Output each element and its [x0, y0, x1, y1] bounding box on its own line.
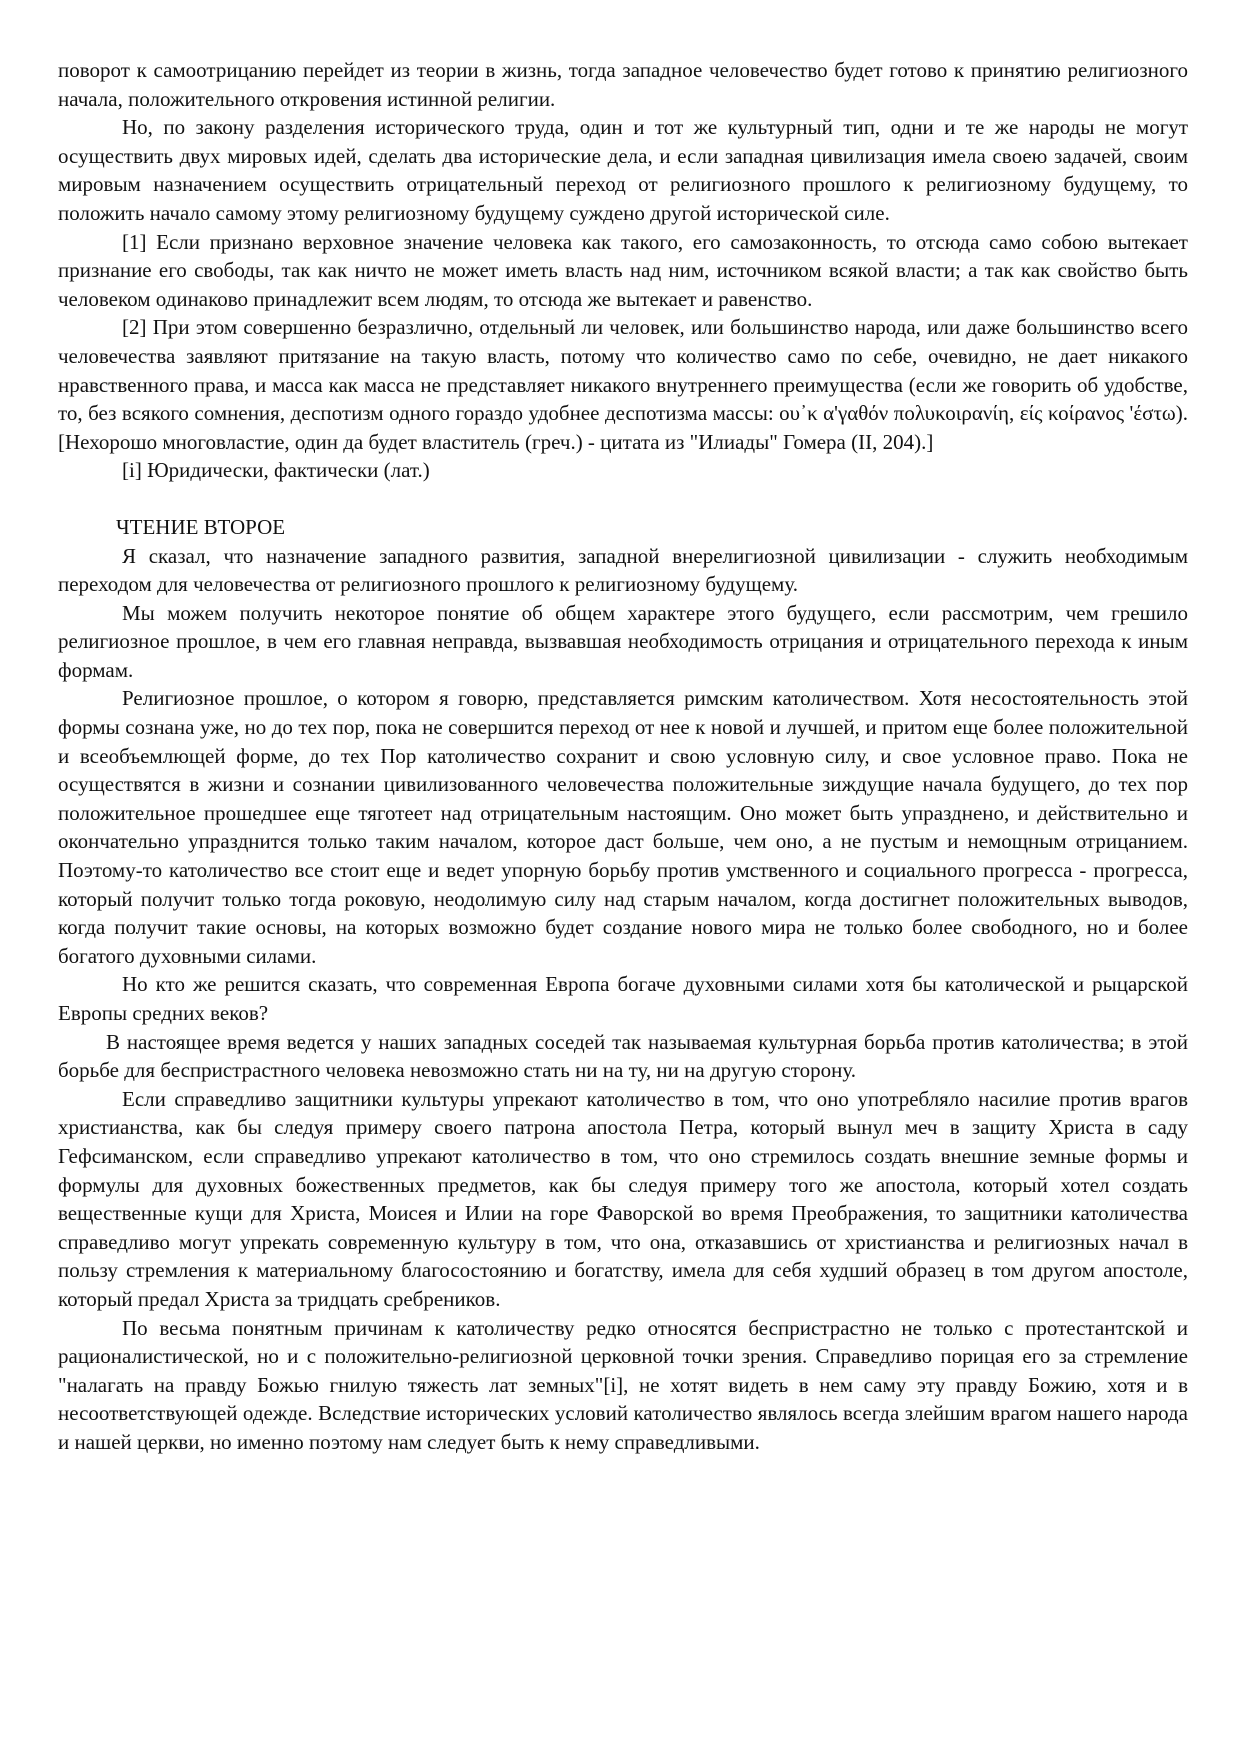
section-heading: ЧТЕНИЕ ВТОРОЕ [116, 514, 286, 539]
paragraph: Но, по закону разделения исторического труда, один и тот же культурный тип, одни и те же народы не могут осуществить двух мировых идей, сделать два исторические дела, и если западная цивилизация имела своею задачей, своим мировым назначением осуществить отрицательный переход от религиозного прошлого к религиозному будущему, то положить начало самому этому религиозному будущему суждено другой исторической силе. [58, 115, 1188, 225]
paragraph: Но кто же решится сказать, что современная Европа богаче духовными силами хотя бы католической и рыцарской Европы средних веков? [58, 972, 1188, 1025]
footnote-i: [i] Юридически, фактически (лат.) [122, 458, 430, 483]
document-page [58, 56, 1188, 1457]
section-spacer [58, 485, 1188, 513]
paragraph: Я сказал, что назначение западного развития, западной внерелигиозной цивилизации - служить необходимым переходом для человечества от религиозного прошлого к религиозному будущему. [58, 543, 1188, 597]
paragraph: По весьма понятным причинам к католичеству редко относятся беспристрастно не только с протестантской и рационалистической, но и с положительно-религиозной церковной точки зрения. Справедливо порицая его за стремление "налагать на правду Божью гнилую тяжесть лат земных"[i], не хотят видеть в нем саму эту правду Божию, хотя и в несоответствующей одежде. Вследствие исторических условий католичество являлось всегда злейшим врагом нашего народа и нашей церкви, но именно поэтому нам следует быть к нему справедливыми. [58, 1315, 1188, 1454]
footnote-2: [2] При этом совершенно безразлично, отдельный ли человек, или большинство народа, или даже большинство всего человечества заявляют притязание на такую власть, потому что количество само по себе, очевидно, не дает никакого нравственного права, и масса как масса не представляет никакого внутреннего преимущества (если же говорить об удобстве, то, без всякого сомнения, деспотизм одного гораздо удобнее деспотизма массы: ου᾽κ α'γαθόν πολυκοιρανίη, είς κοίρανος 'έστω). [Нехорошо многовластие, один да будет властитель (греч.) - цитата из "Илиады" Гомера (II, 204).] [58, 315, 1188, 454]
paragraph: В настоящее время ведется у наших западных соседей так называемая культурная борьба против католичества; в этой борьбе для беспристрастного человека невозможно стать ни на ту, ни на другую сторону. [58, 1029, 1188, 1083]
paragraph-continuation: поворот к самоотрицанию перейдет из теории в жизнь, тогда западное человечество будет готово к принятию религиозного начала, положительного откровения истинной религии. [58, 58, 1188, 111]
footnote-1: [1] Если признано верховное значение человека как такого, его самозаконность, то отсюда само собою вытекает признание его свободы, так как ничто не может иметь власть над ним, источником всякой власти; а так как свойство быть человеком одинаково принадлежит всем людям, то отсюда же вытекает и равенство. [58, 229, 1188, 311]
paragraph: Если справедливо защитники культуры упрекают католичество в том, что оно употребляло насилие против врагов христианства, как бы следуя примеру своего патрона апостола Петра, который вынул меч в защиту Христа в саду Гефсиманском, если справедливо упрекают католичество в том, что оно стремилось создать внешние земные формы и формулы для духовных божественных предметов, как бы следуя примеру того же апостола, который хотел создать вещественные кущи для Христа, Моисея и Илии на горе Фаворской во время Преображения, то защитники католичества справедливо могут упрекать современную культуру в том, что она, отказавшись от христианства и религиозных начал в пользу стремления к материальному благосостоянию и богатству, имела для себя худший образец в том другом апостоле, который предал Христа за тридцать сребреников. [58, 1086, 1188, 1311]
paragraph: Мы можем получить некоторое понятие об общем характере этого будущего, если рассмотрим, чем грешило религиозное прошлое, в чем его главная неправда, вызвавшая необходимость отрицания и отрицательного перехода к иным формам. [58, 600, 1188, 682]
paragraph: Религиозное прошлое, о котором я говорю, представляется римским католичеством. Хотя несостоятельность этой формы сознана уже, но до тех пор, пока не совершится переход от нее к новой и лучшей, и притом еще более положительной и всеобъемлющей форме, до тех Пор католичество сохранит и свою условную силу, и свое условное право. Пока не осуществятся в жизни и сознании цивилизованного человечества положительные зиждущие начала будущего, до тех пор положительное прошедшее еще тяготеет над отрицательным настоящим. Оно может быть упразднено, и действительно и окончательно упразднится только таким началом, которое даст больше, чем оно, а не пустым и немощным отрицанием. Поэтому-то католичество все стоит еще и ведет упорную борьбу против умственного и социального прогресса - прогресса, который получит только тогда роковую, неодолимую силу над старым началом, когда достигнет положительных выводов, когда получит такие основы, на которых возможно будет создание нового мира не только более свободного, но и более богатого духовными силами. [58, 686, 1188, 968]
